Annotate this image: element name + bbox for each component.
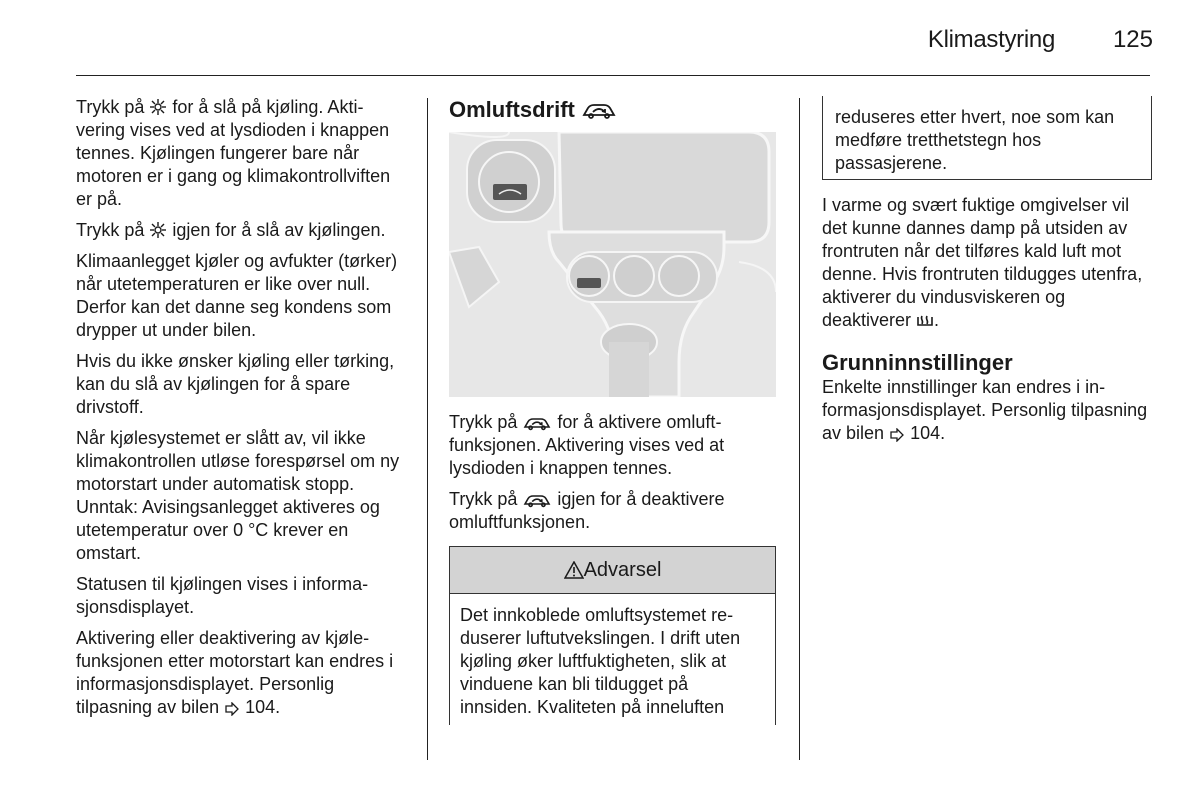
page-reference-arrow-icon	[224, 702, 240, 716]
column-1	[76, 96, 406, 727]
warning-triangle-icon	[564, 561, 584, 579]
paragraph: Når kjølesystemet er slått av, vil ikke klimakontrollen utløse forespørsel om ny motorstart under automatisk stopp. Unntak: Avisingsanlegget aktiveres og utetemperatur over 0 °C krever en omstart.	[76, 428, 400, 563]
warning-box	[449, 546, 776, 725]
section-heading: Grunninnstillinger	[822, 350, 1013, 375]
column-divider-left	[427, 98, 428, 760]
recirculation-icon	[522, 415, 552, 431]
paragraph: Statusen til kjølingen vises i informasjonsdisplayet.	[76, 574, 369, 617]
column-divider-right	[799, 98, 800, 760]
rear-window-heating-icon	[916, 313, 934, 329]
paragraph: Trykk på igjen for å deaktivere omluftfunksjonen.	[449, 489, 725, 532]
paragraph: Trykk på igjen for å slå av kjølingen.	[76, 220, 386, 240]
paragraph: Klimaanlegget kjøler og avfukter (tørker) når utetemperaturen er like over null. Derfor kan det danne seg kondens som drypper ut under bilen.	[76, 251, 398, 340]
page-reference[interactable]: 104.	[245, 697, 281, 717]
page-reference-arrow-icon	[889, 428, 905, 442]
paragraph: Trykk på for å slå på kjøling. Aktivering vises ved at lysdioden i knappen tennes. Kjølingen fungerer bare når motoren er i gang og klimakontrollviften er på.	[76, 97, 391, 209]
section-heading: Omluftsdrift	[449, 96, 781, 126]
paragraph: I varme og svært fuktige omgivelser vil det kunne dannes damp på utsiden av frontruten når det tilføres kald luft mot denne. Hvis frontruten tildugges utenfra, aktiverer du vindusviskeren og deaktiverer .	[822, 195, 1143, 330]
paragraph: Aktivering eller deaktivering av kjølefunksjonen etter motorstart kan endres i informasjonsdisplayet. Personlig tilpasning av bilen 104.	[76, 628, 394, 717]
paragraph: Hvis du ikke ønsker kjøling eller tørking, kan du slå av kjølingen for å spare drivstoff.	[76, 351, 395, 417]
warning-text: Det innkoblede omluftsystemet reduserer luftutvekslingen. I drift uten kjøling øker luftfuktigheten, slik at vinduene kan bli tildugget på innsiden. Kvaliteten på inneluften	[460, 605, 741, 717]
snowflake-icon	[149, 221, 167, 239]
header-rule	[76, 75, 1150, 76]
snowflake-icon	[149, 98, 167, 116]
warning-header: Advarsel	[450, 547, 775, 594]
paragraph: Trykk på for å aktivere omluftfunksjonen. Aktivering vises ved at lysdioden i knappen tennes.	[449, 412, 725, 478]
climate-control-illustration	[449, 132, 776, 397]
column-3	[822, 96, 1152, 453]
page-number: 125	[1112, 26, 1153, 53]
page-reference[interactable]: 104.	[910, 423, 946, 443]
warning-box-continued: reduseres etter hvert, noe som kan medføre tretthetstegn hos passasjerene.	[822, 96, 1152, 180]
recirculation-icon	[581, 100, 617, 120]
recirculation-icon	[522, 492, 552, 508]
column-2	[449, 96, 781, 725]
page-header-title: Klimastyring	[927, 26, 1055, 53]
paragraph: Enkelte innstillinger kan endres i informasjonsdisplayet. Personlig tilpasning av bilen 104.	[822, 377, 1148, 443]
